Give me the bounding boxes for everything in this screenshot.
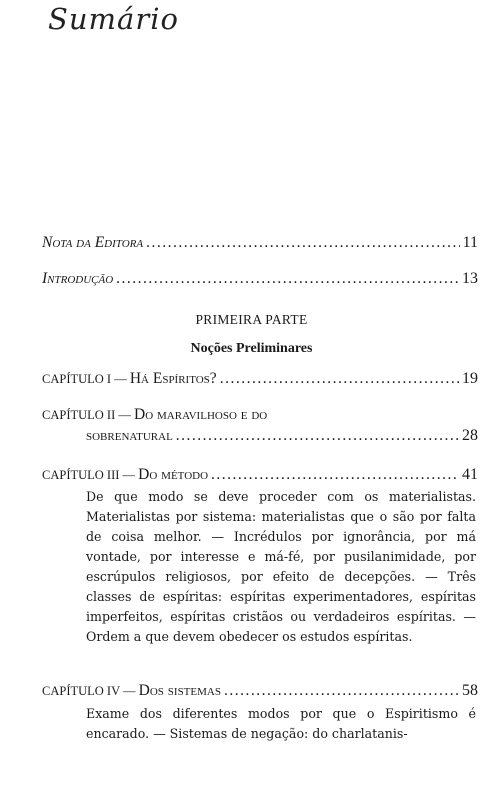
chapter-summary: Exame dos diferentes modos por que o Espiritismo é encarado. — Sistemas de negação: do charlatanis-: [86, 706, 476, 741]
toc-page-number: 28: [462, 427, 478, 444]
toc-entry-title: [42, 466, 208, 484]
page-heading: Sumário: [48, 2, 179, 36]
chapter-prefix: CAPÍTULO I —: [42, 372, 130, 386]
chapter-title-continued: sobrenatural: [86, 427, 173, 444]
chapter-title: Dos sistemas: [138, 682, 221, 699]
toc-entry-title: [42, 682, 221, 700]
toc-page-number: 11: [462, 234, 478, 251]
part-subheading: Noções Preliminares: [190, 341, 313, 356]
leader-dots: [211, 466, 459, 484]
toc-entry-title: [42, 370, 217, 388]
leader-dots: [176, 427, 459, 445]
toc-entry-nota-da-editora[interactable]: [42, 234, 478, 252]
part-heading: PRIMEIRA PARTE: [195, 312, 308, 327]
toc-entry-title: Nota da Editora: [42, 234, 144, 251]
leader-dots: [116, 270, 459, 288]
toc-entry-title: Introdução: [42, 270, 114, 287]
chapter-prefix: CAPÍTULO III —: [42, 468, 139, 482]
toc-entry-chapter-1[interactable]: [42, 370, 478, 388]
leader-dots: [146, 234, 460, 252]
toc-page-number: 58: [462, 682, 478, 699]
toc-entry-chapter-3[interactable]: [42, 466, 478, 484]
chapter-title: Há Espíritos?: [129, 370, 217, 387]
toc-entry-chapter-2-line1[interactable]: [42, 406, 267, 424]
chapter-title: Do maravilhoso e do: [134, 406, 268, 423]
toc-entry-chapter-2[interactable]: [86, 427, 478, 445]
chapter-prefix: CAPÍTULO II —: [42, 408, 135, 422]
toc-page-number: 13: [462, 270, 478, 287]
toc-page-number: 41: [462, 466, 478, 483]
chapter-summary: De que modo se deve proceder com os materialistas. Materialistas por sistema: materialistas que o são por falta de coisa melhor. — Incrédulos por ignorância, por má vontade, por interesse e má-fé, por pusilanimidade, por escrúpulos religiosos, por efeito de decepções. — Três classes de espíritas: espíritas experimentadores, espíritas imperfeitos, espíritas cristãos ou verdadeiros espíritas. — Ordem a que devem obedecer os estudos espíritas.: [86, 489, 476, 644]
toc-entry-introducao[interactable]: [42, 270, 478, 288]
toc-entry-chapter-4[interactable]: [42, 682, 478, 700]
leader-dots: [224, 682, 459, 700]
chapter-title: Do método: [138, 466, 209, 483]
leader-dots: [220, 370, 459, 388]
chapter-prefix: CAPÍTULO IV —: [42, 684, 139, 698]
toc-page-number: 19: [462, 370, 478, 387]
